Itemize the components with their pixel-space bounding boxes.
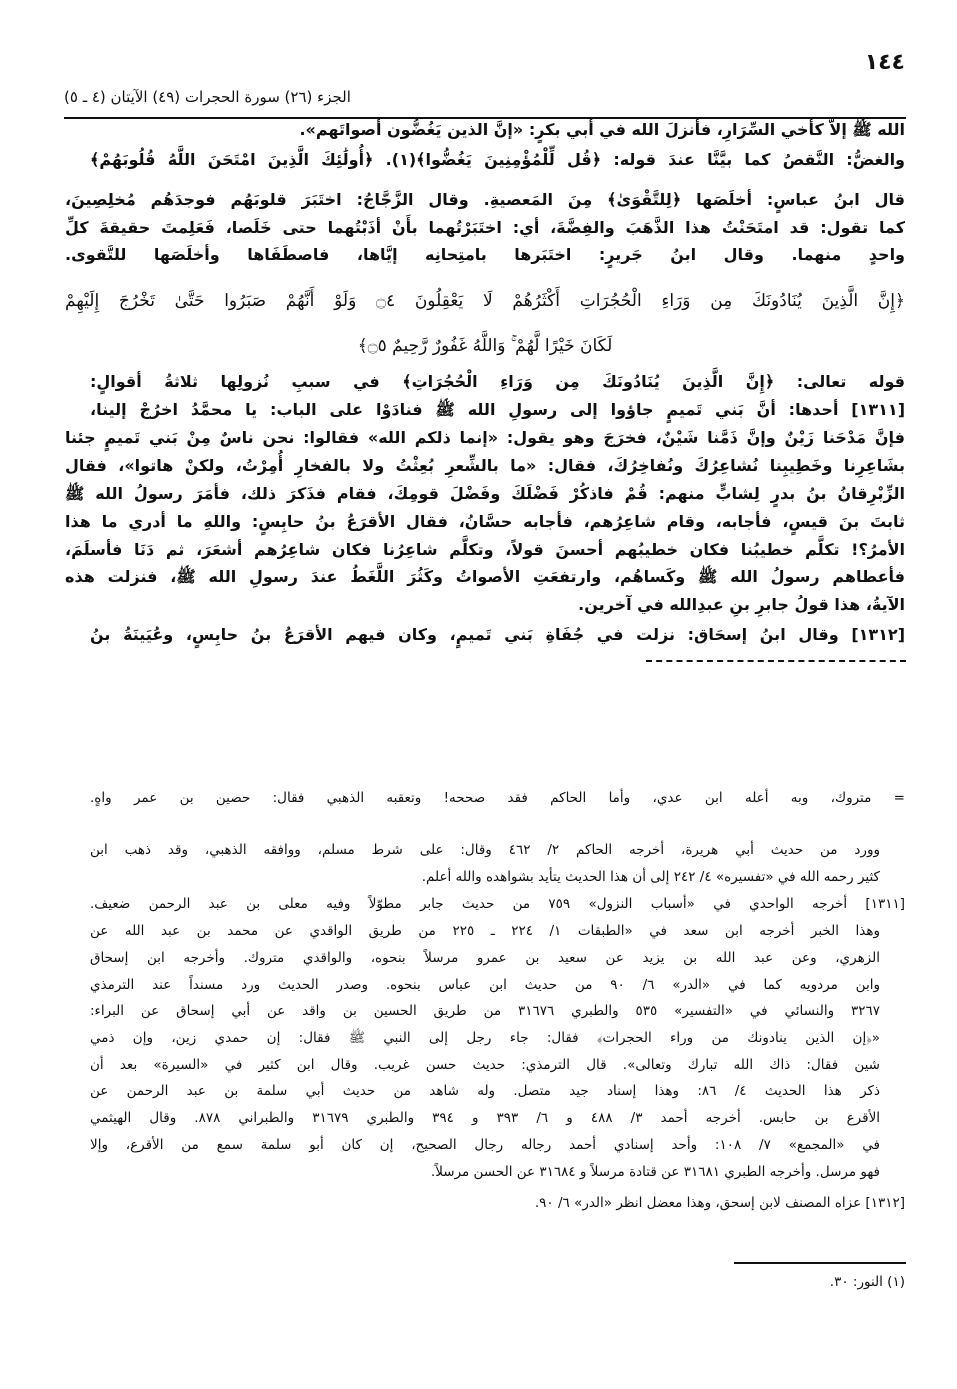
text-line: قوله تعالى: ﴿إِنَّ الَّذِينَ يُنَادُونَكَ مِن وَرَاءِ الْحُجُرَاتِ﴾ في سببِ نُزولِها ثلاثةُ أقوالٍ:: [90, 372, 905, 391]
footnote-line: وابن مردويه كما في «الدر» ٦/ ٩٠ من حديث ابن عباس بنحوه. وصدر الحديث ورد مسنداً عند الترمذي: [90, 977, 880, 993]
reference-rule: [734, 1262, 906, 1264]
text-line: كما تقول: قد امتَحَنْتُ هذا الذَّهَبَ والفِضَّةَ، أي: اختَبَرْتُهما بأَنْ أذَبْتُهما حتى خَلَصا، فَعَلِمتَ حقيقةَ كلِّ: [65, 218, 905, 237]
text-line: الآيةُ، هذا قولُ جابرِ بنِ عبدِالله في آخرين.: [578, 595, 905, 614]
footnote-line: «﴿إن الذين ينادونك من وراء الحجرات﴾ فقال: جاء رجل إلى النبي ﷺ فقال: إن حمدي زين، وإن ذمي: [90, 1030, 880, 1046]
footnote-line: وورد من حديث أبي هريرة، أخرجه الحاكم ٢/ ٤٦٢ وقال: على شرط مسلم، ووافقه الذهبي، وقد ذهب ابن: [90, 842, 880, 858]
running-head: الجزء (٢٦) سورة الحجرات (٤٩) الآيتان (٤ ـ ٥): [64, 88, 351, 106]
text-line: فأعطاهم رسولُ الله ﷺ وكَساهُم، وارتفعَتِ الأصواتُ وكَثُرَ اللَّغَطُ عندَ رسولِ الله ﷺ، فنزلت هذه: [65, 567, 905, 586]
text-line: قال ابنُ عباسٍ: أخلَصَها ﴿لِلتَّقْوَىٰ﴾ مِنَ المَعصيةِ. وقال الزَّجَّاجُ: اختَبَرَ قلوبَهُم فوجدَهُم مُخلِصِينَ،: [65, 190, 905, 209]
footnote-separator: [646, 660, 906, 662]
text-line: والغضُّ: النَّقصُ كما بيَّنَّا عندَ قوله: ﴿قُل لِّلْمُؤْمِنِينَ يَغُضُّوا﴾(١). ﴿أُولَٰئِكَ الَّذِينَ امْتَحَنَ اللَّهُ قُلُوبَهُمْ﴾: [90, 150, 906, 169]
footnote-line: في «المجمع» ٧/ ١٠٨: وأحد إسنادي أحمد رجاله رجال الصحيح، إن كان أبو سلمة سمع من الأقرع، وإلا: [90, 1137, 880, 1153]
footnote-line: = متروك، وبه أعله ابن عدي، وأما الحاكم فقد صححه! وتعقبه الذهبي فقال: حصين بن عمر واهٍ.: [90, 790, 905, 806]
text-line: [١٣١١] أحدها: أنَّ بَني تَميمٍ جاؤوا إلى رسولِ الله ﷺ فنادَوْا على الباب: يا محمَّدُ اخرُجْ إلينا،: [90, 400, 905, 419]
text-line: الله ﷺ إلاّ كأخي السِّرَارِ، فأنزلَ الله في أبي بكرٍ: «إنَّ الذين يَغُضُّون أصواتَهم».: [299, 120, 905, 139]
footnote-line: ذكر هذا الحديث ٤/ ٨٦: وهذا إسناد جيد متصل. وله شاهد من حديث أبي سلمة بن عبد الرحمن عن: [90, 1083, 880, 1099]
footnote-line: الزهري، وعن عبد الله بن يزيد عن سعيد بن عمرو مرسلاً بنحوه، والواقدي متروك. وأخرجه ابن إسحاق: [90, 950, 880, 966]
text-line: الزِّبْرِقانُ بنُ بدرٍ لِشابٍّ منهم: قُمْ فاذكُرْ فَضْلَكَ وفَضْلَ قومِكَ، فقام فذَكرَ ذلك، فأمَرَ رسولُ الله ﷺ: [65, 484, 905, 503]
quran-verse-line: ﴿إِنَّ الَّذِينَ يُنَادُونَكَ مِن وَرَاءِ الْحُجُرَاتِ أَكْثَرُهُمْ لَا يَعْقِلُونَ ۝٤ وَلَوْ أَنَّهُمْ صَبَرُوا حَتَّىٰ تَخْرُجَ إِلَيْهِمْ: [65, 291, 905, 311]
footnote-line: فهو مرسل. وأخرجه الطبري ٣١٦٨١ عن قتادة مرسلاً و ٣١٦٨٤ عن الحسن مرسلاً.: [430, 1164, 880, 1180]
footnote-line: ٣٢٦٧ والنسائي في «التفسير» ٥٣٥ والطبري ٣١٦٧٦ من طريق الحسين بن واقد عن أبي إسحاق عن البراء:: [90, 1003, 880, 1019]
text-line: بشَاعِرِنا وخَطِيبِنا نُشاعِرُكَ ونُفاخِرُكَ، فقال: «ما بالشِّعرِ بُعِثْتُ ولا بالفخارِ أُمِرْتُ، ولكنْ هاتوا»، فقال: [65, 456, 905, 475]
text-line: واحدٍ منهما. وقال ابنُ جَريرٍ: اختَبَرها بامتِحانِه إيَّاها، فاصطَفَاها وأخلَصَها للتَّقوى.: [65, 245, 905, 264]
text-line: ثابتَ بنَ قيسٍ، فأجابه، وقام شاعِرُهم، فأجابه حسَّانُ، فقال الأقرَعُ بنُ حابِسٍ: واللهِ ما أدري ما هذا: [65, 512, 905, 531]
footnote-line: الأقرع بن حابس. أخرجه أحمد ٣/ ٤٨٨ و ٦/ ٣٩٣ و ٣٩٤ والطبري ٣١٦٧٩ والطبراني ٨٧٨. وقال الهيثمي: [90, 1110, 881, 1126]
reference-note: (١) النور: ٣٠.: [829, 1274, 905, 1290]
footnote-line: شين فقال: ذاك الله تبارك وتعالى». قال الترمذي: حديث حسن غريب. وقال ابن كثير في «السيرة» بعد أن: [90, 1057, 880, 1073]
quran-verse-line: لَكَانَ خَيْرًا لَّهُمْ ۚ وَاللَّهُ غَفُورٌ رَّحِيمٌ ۝٥﴾: [357, 336, 613, 356]
footnote-line: [١٣١٢] عزاه المصنف لابن إسحق، وهذا معضل انظر «الدر» ٦/ ٩٠.: [534, 1195, 905, 1211]
footnote-line: وهذا الخبر أخرجه ابن سعد في «الطبقات ١/ ٢٢٤ ـ ٢٢٥ من طريق الواقدي عن محمد بن عبد الله عن: [90, 923, 880, 939]
text-line: فإنَّ مَدْحَنا زَيْنٌ وإنَّ ذَمَّنا شَيْنٌ، فخرَجَ وهو يقول: «إنما ذلكم الله» فقالوا: نحن ناسٌ مِنْ بَني تَميمٍ جئنا: [65, 428, 905, 447]
page-number: ١٤٤: [864, 50, 905, 75]
footnote-line: [١٣١١] أخرجه الواحدي في «أسباب النزول» ٧٥٩ من حديث جابر مطوّلاً وفيه معلى بن عبد الرحمن ضعيف.: [90, 896, 905, 912]
header-rule: [64, 117, 906, 119]
footnote-line: كثير رحمه الله في «تفسيره» ٤/ ٢٤٢ إلى أن هذا الحديث يتأيد بشواهده والله أعلم.: [421, 869, 880, 885]
text-line: [١٣١٢] وقال ابنُ إسحَاق: نزلت في جُفَاةِ بَني تَميمٍ، وكان فيهم الأقرَعُ بنُ حابِسٍ، وعُيَينَةُ بنُ: [90, 625, 905, 644]
text-line: الأمرُ؟! تكلَّم خطيبُنا فكان خطيبُهم أحسنَ قولاً، وتكلَّم شاعِرُنا فكان شاعِرُهم أشعَرَ، ثم دَنَا فأسلَمَ،: [65, 540, 905, 559]
